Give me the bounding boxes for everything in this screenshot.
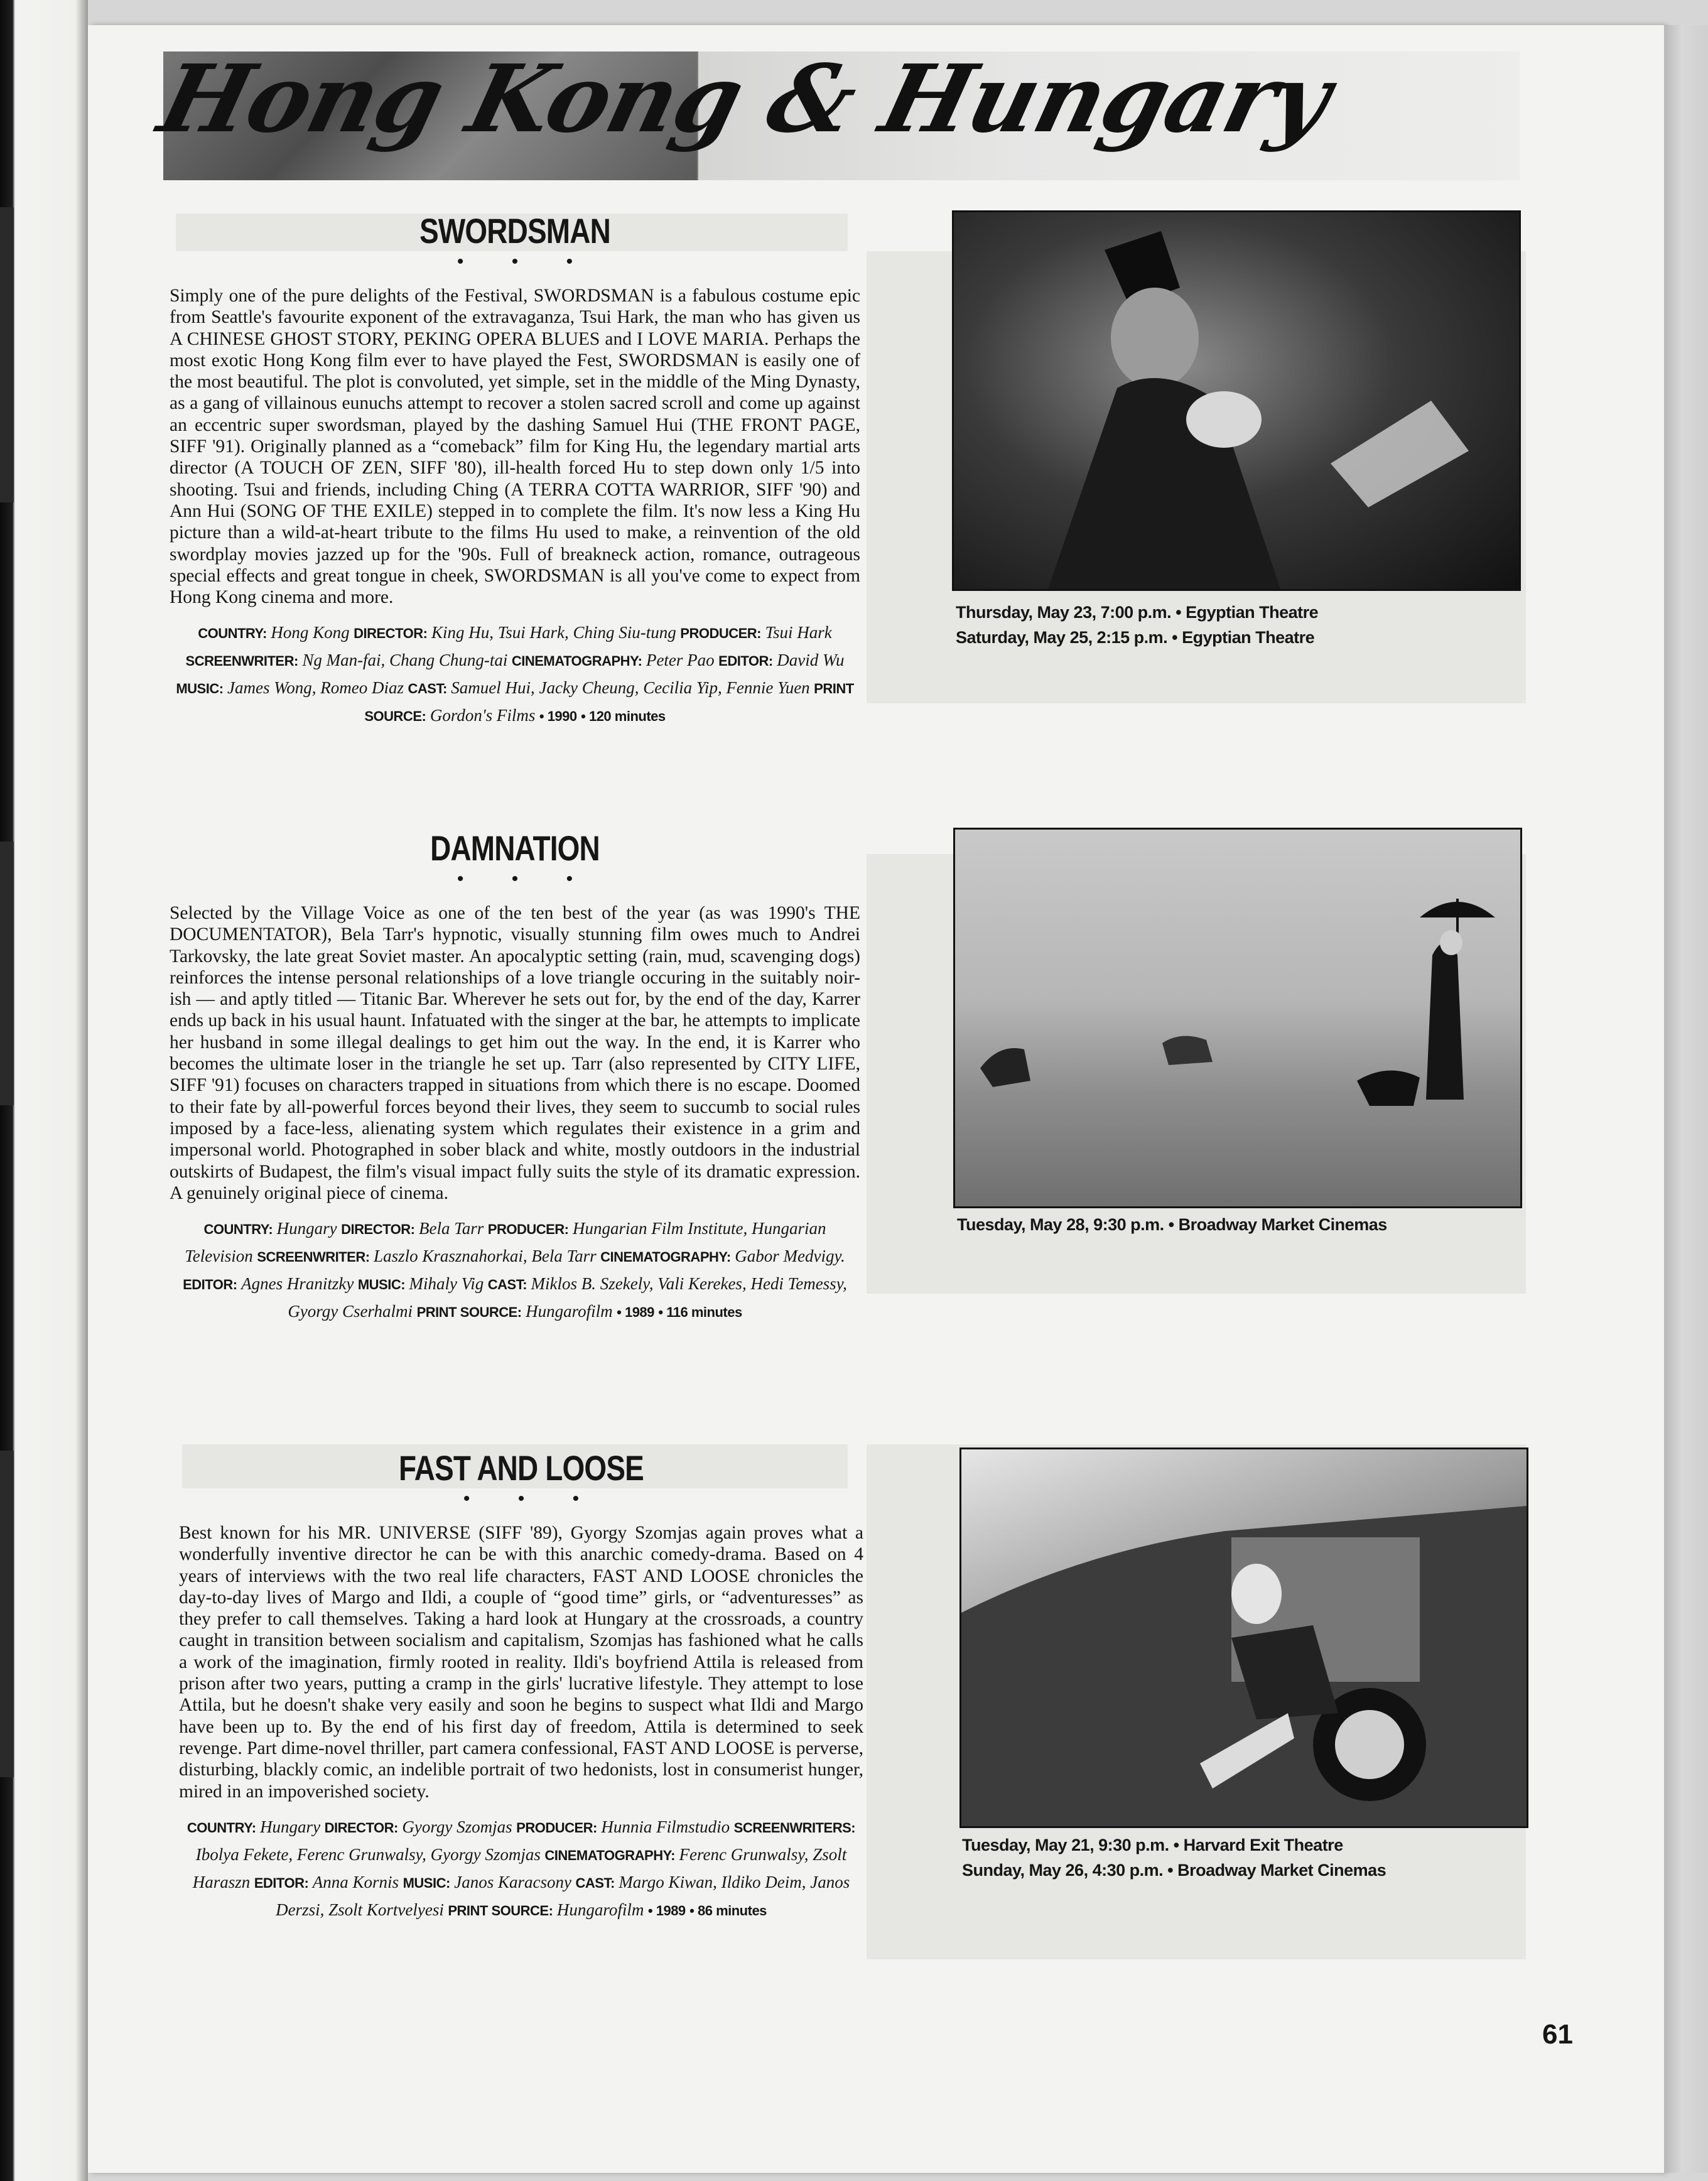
film-title: FAST AND LOOSE — [399, 1448, 644, 1488]
damnation-still — [953, 828, 1522, 1208]
page-title: Hong Kong & Hungary — [149, 44, 1341, 153]
screening-times: Tuesday, May 28, 9:30 p.m. • Broadway Market Cinemas — [957, 1215, 1387, 1234]
film-credits: COUNTRY: Hungary DIRECTOR: Gyorgy Szomjas PRODUCER: Hunnia Filmstudio SCREENWRITERS: Ibolya Fekete, Ferenc Grunwalsy, Gyorgy Szomjas CINEMATOGRAPHY: Ferenc Grunwalsy, Zsolt Haraszn EDITOR: Anna Kornis MUSIC: Janos Karacsony CAST: Margo Kiwan, Ildiko Deim, Janos Derzsi, Zsolt Kortvelyesi PRINT SOURCE: Hungarofilm • 1989 • 86 minutes — [186, 1817, 856, 1919]
film-damnation — [170, 828, 860, 1326]
film-credits: COUNTRY: Hungary DIRECTOR: Bela Tarr PRODUCER: Hungarian Film Institute, Hungarian Television SCREENWRITER: Laszlo Krasznahorkai, Bela Tarr CINEMATOGRAPHY: Gabor Medvigy. EDITOR: Agnes Hranitzky MUSIC: Mihaly Vig CAST: Miklos B. Szekely, Vali Kerekes, Hedi Temessy, Gyorgy Cserhalmi PRINT SOURCE: Hungarofilm • 1989 • 116 minutes — [183, 1219, 847, 1321]
section-dots: • • • — [457, 869, 595, 889]
section-dots: • • • — [463, 1488, 601, 1509]
film-title: SWORDSMAN — [419, 211, 610, 251]
page-edge — [1664, 25, 1708, 2173]
film-synopsis: Simply one of the pure delights of the Festival, SWORDSMAN is a fabulous costume epic from Seattle's favourite exponent of the extravaganza, Tsui Hark, the man who has given us A CHINESE GHOST STORY, PEKING OPERA BLUES and I LOVE MARIA. Perhaps the most exotic Hong Kong film ever to have played the Fest, SWORDSMAN is easily one of the most beautiful. The plot is convoluted, yet simple, set in the middle of the Ming Dynasty, as a gang of villainous eunuchs attempt to recover a stolen sacred scroll and come up against an eccentric super swordsman, played by the dashing Samuel Hui (THE FRONT PAGE, SIFF '91). Originally planned as a “comeback” film for King Hu, the legendary martial arts director (A TOUCH OF ZEN, SIFF '80), ill-health forced Hu to step down only 1/5 into shooting. Tsui and friends, including Ching (A TERRA COTTA WARRIOR, SIFF '90) and Ann Hui (SONG OF THE EXILE) stepped in to complete the film. It's now less a King Hu picture than a wild-at-heart tribute to the films Hu used to make, a reinvention of the old swordplay movies jazzed up for the '90s. Full of breakneck action, romance, outrageous special effects and great tongue in cheek, SWORDSMAN is all you've come to expect from Hong Kong cinema and more. — [170, 286, 860, 608]
film-synopsis: Best known for his MR. UNIVERSE (SIFF '89), Gyorgy Szomjas again proves what a wonderfully inventive director he can be with this anarchic comedy-drama. Based on 4 years of interviews with the two real life characters, FAST AND LOOSE chronicles the day-to-day lives of Margo and Ildi, a couple of “good time” girls, or “adventuresses” as they prefer to call themselves. Taking a hard look at Hungary at the crossroads, a country caught in transition between socialism and capitalism, Szomjas has fashioned what he calls a work of the imagination, firmly rooted in reality. Ildi's boyfriend Attila is released from prison after two years, putting a cramp in the girls' lucrative lifestyle. They attempt to lose Attila, but he doesn't shake very easily and soon he begins to suspect what Ildi and Margo have been up to. By the end of his first day of freedom, Attila is determined to seek revenge. Part dime-novel thriller, part camera confessional, FAST AND LOOSE is perverse, disturbing, blackly comic, an indelible portrait of two hedonists, lost in consumerist hunger, mired in an impoverished society. — [179, 1523, 863, 1802]
previous-page-photo-edge — [0, 1451, 14, 1777]
page-number: 61 — [1542, 2019, 1573, 2050]
film-swordsman — [170, 210, 860, 730]
film-fast-and-loose — [179, 1448, 863, 1924]
fast-and-loose-still — [959, 1448, 1528, 1828]
film-title: DAMNATION — [430, 828, 600, 868]
film-synopsis: Selected by the Village Voice as one of the ten best of the year (as was 1990's THE DOCUMENTATOR), Bela Tarr's hypnotic, visually stunning film owes much to Andrei Tarkovsky, the late great Soviet master. An apocalyptic setting (rain, mud, scavenging dogs) reinforces the intense personal relationships of a love triangle occuring in the suitably noir-ish — and aptly titled — Titanic Bar. Wherever he sets out for, by the end of the day, Karrer ends up back in his usual haunt. Infatuated with the singer at the bar, he attempts to implicate her husband in some illegal dealings to get him out the way. In the end, it is Karrer who becomes the ultimate loser in the triangle he set up. Tarr (also represented by CITY LIFE, SIFF '91) focuses on characters trapped in situations from which there is no escape. Doomed to their fate by all-powerful forces beyond their lives, they seem to succumb to social rules imposed by a face-less, alienating system which regulates their existence in a grim and impersonal world. Photographed in sober black and white, mostly outdoors in the industrial outskirts of Budapest, the film's visual impact fully suits the style of its dramatic expression. A genuinely original piece of cinema. — [170, 903, 860, 1203]
screening-times: Thursday, May 23, 7:00 p.m. • Egyptian Theatre Saturday, May 25, 2:15 p.m. • Egyptian Theatre — [956, 603, 1319, 647]
swordsman-still — [952, 210, 1521, 591]
previous-page-photo-edge — [0, 207, 14, 502]
section-dots: • • • — [457, 251, 595, 272]
screening-times: Tuesday, May 21, 9:30 p.m. • Harvard Exit Theatre Sunday, May 26, 4:30 p.m. • Broadway Market Cinemas — [962, 1836, 1386, 1880]
previous-page-photo-edge — [0, 842, 14, 1105]
film-credits: COUNTRY: Hong Kong DIRECTOR: King Hu, Tsui Hark, Ching Siu-tung PRODUCER: Tsui Hark SCREENWRITER: Ng Man-fai, Chang Chung-tai CINEMATOGRAPHY: Peter Pao EDITOR: David Wu MUSIC: James Wong, Romeo Diaz CAST: Samuel Hui, Jacky Cheung, Cecilia Yip, Fennie Yuen PRINT SOURCE: Gordon's Films • 1990 • 120 minutes — [176, 623, 854, 725]
